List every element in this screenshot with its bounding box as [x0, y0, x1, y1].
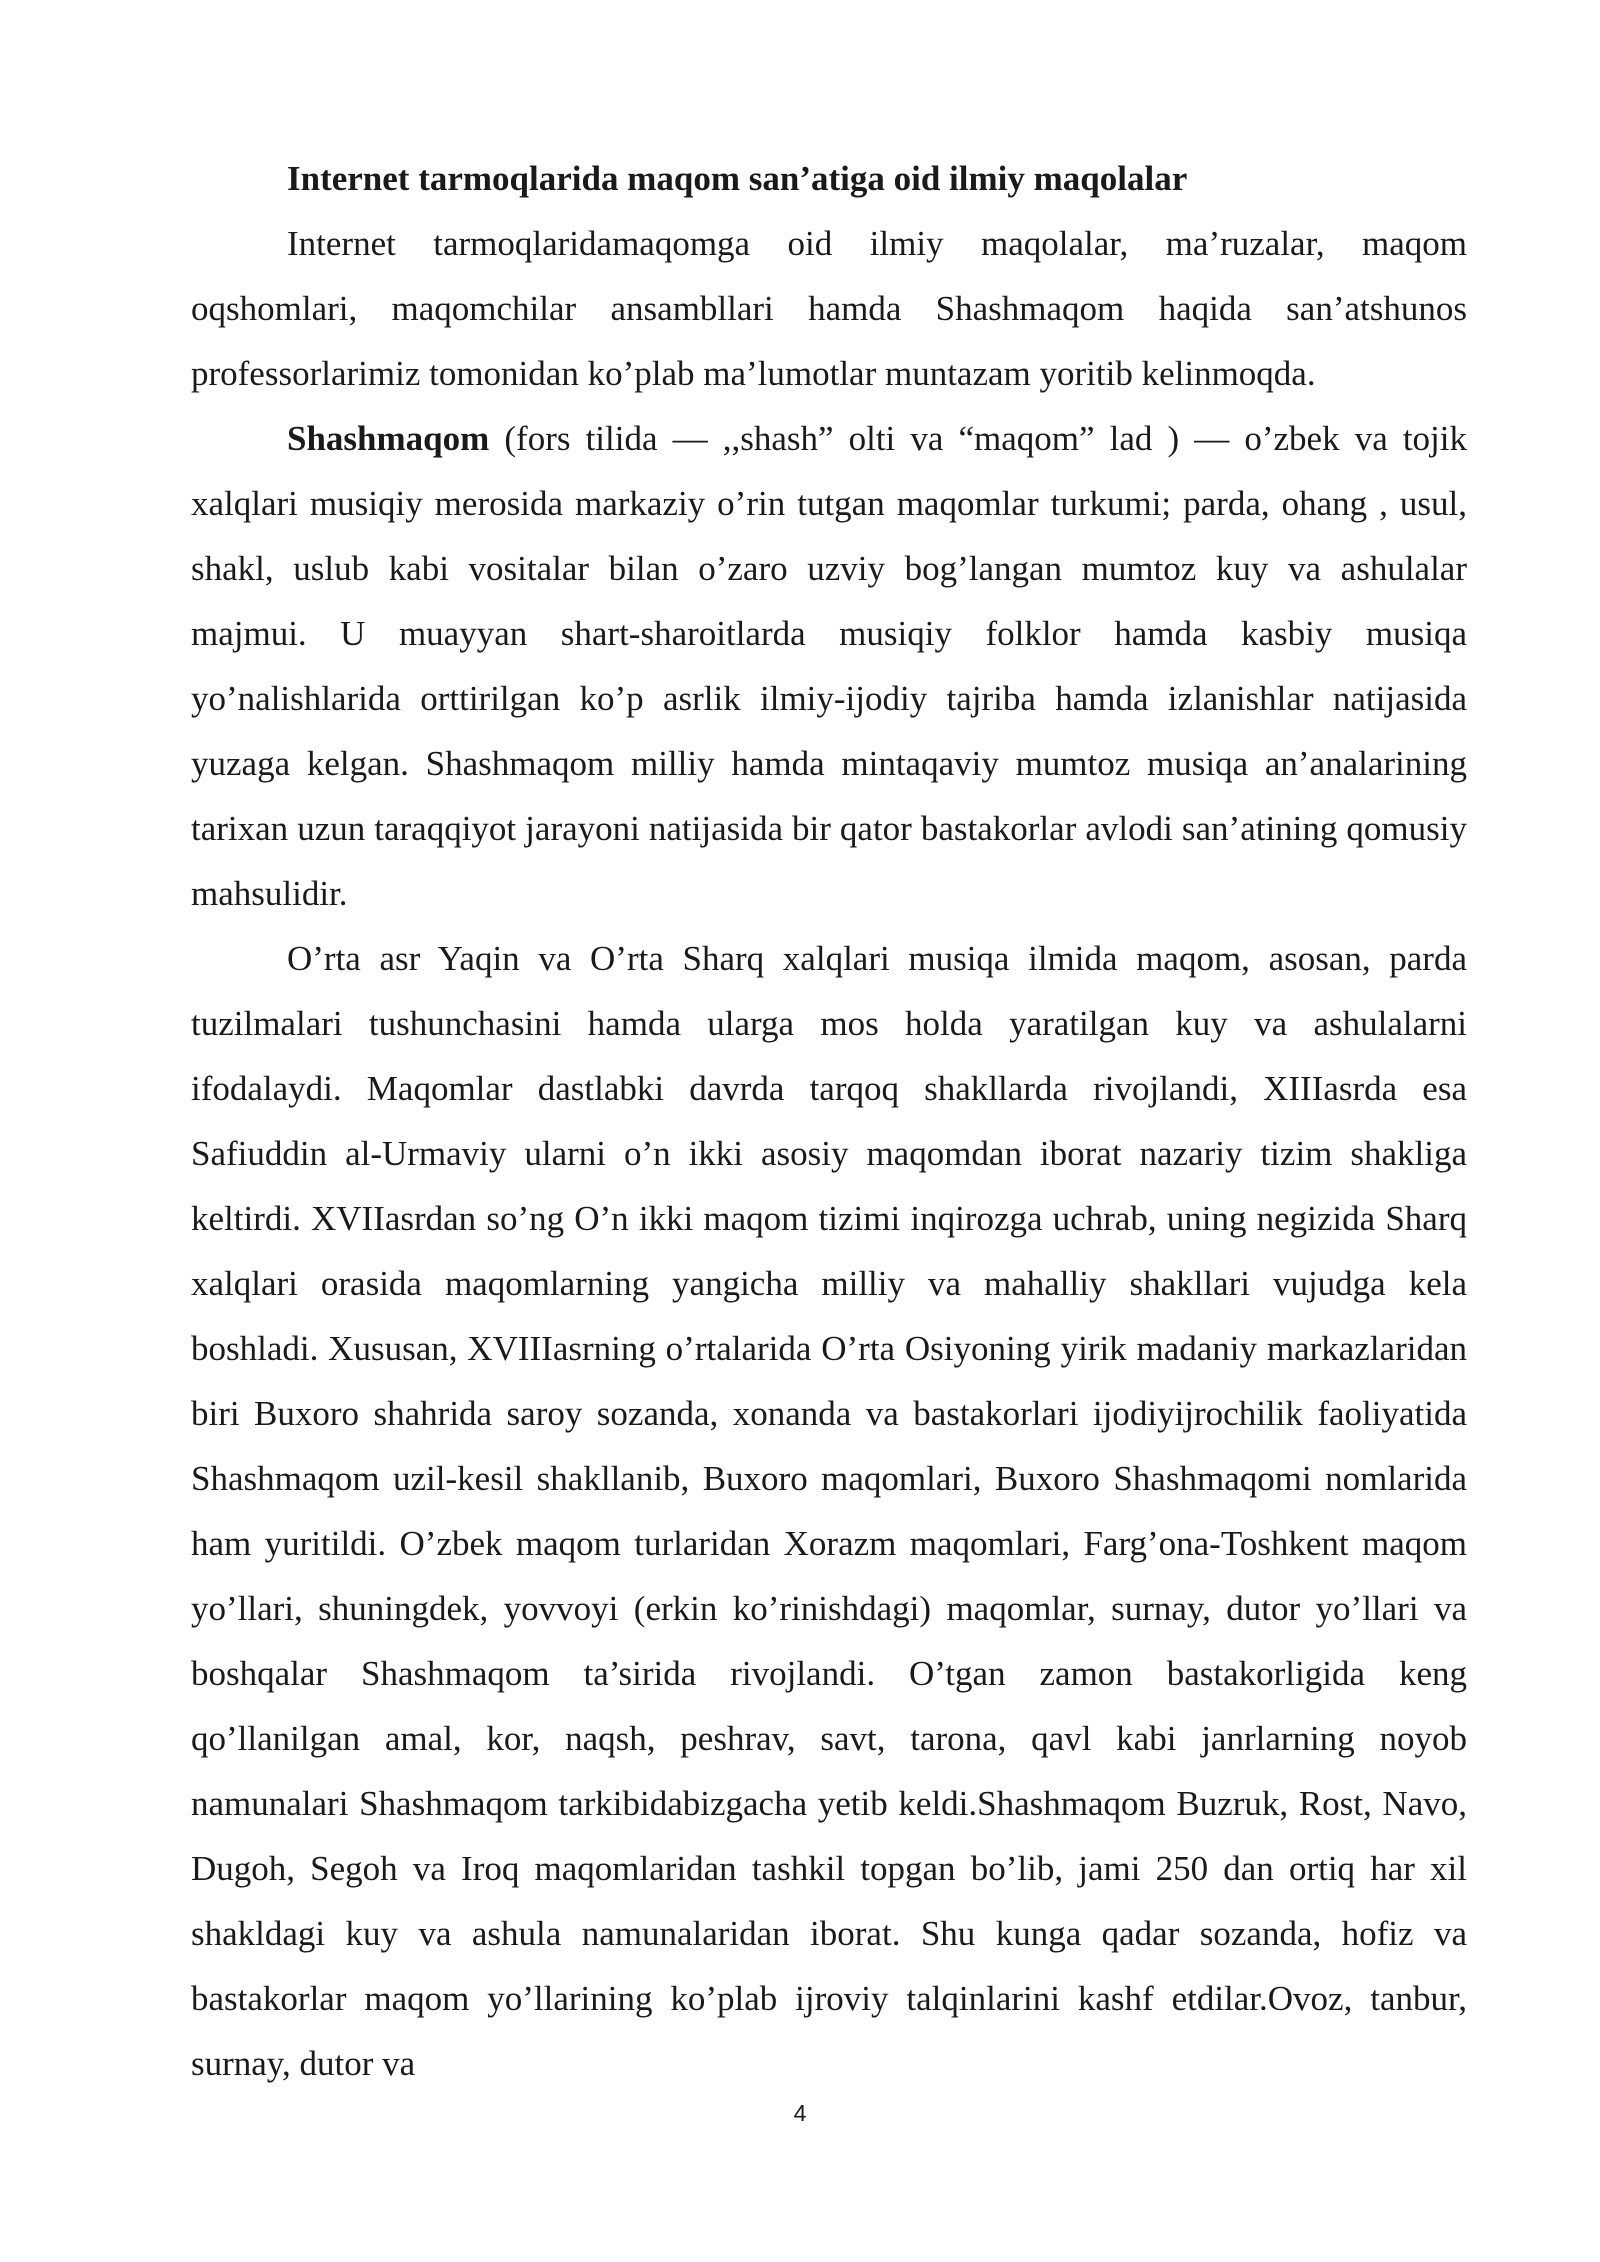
paragraph-history-text: O’rta asr Yaqin va O’rta Sharq xalqlari musiqa ilmida maqom, asosan, parda tuzilmalari tushunchasini hamda ularga mos holda yaratilgan kuy va ashulalarni ifodalaydi. Maqomlar dastlabki davrda tarqoq shakllarda rivojlandi, XIIIasrda esa Safiuddin al-Urmaviy ularni o’n ikki asosiy maqomdan iborat nazariy tizim shakliga keltirdi. XVIIasrdan so’ng O’n ikki maqom tizimi inqirozga uchrab, uning negizida Sharq xalqlari orasida maqomlarning yangicha milliy va mahalliy shakllari vujudga kela boshladi. Xususan, XVIIIasrning o’rtalarida O’rta Osiyoning yirik madaniy markazlaridan biri Buxoro shahrida saroy sozanda, xonanda va bastakorlari ijodiyijrochilik faoliyatida Shashmaqom uzil-kesil shakllanib, Buxoro maqomlari, Buxoro Shashmaqomi nomlarida ham yuritildi. O’zbek maqom turlaridan Xorazm maqomlari, Farg’ona-Toshkent maqom yo’llari, shuningdek, yovvoyi (erkin ko’rinishdagi) maqomlar, surnay, dutor yo’llari va boshqalar Shashmaqom ta’sirida rivojlandi. O’tgan zamon bastakorligida keng qo’llanilgan amal, kor, naqsh, peshrav, savt, tarona, qavl kabi janrlarning noyob namunalari Shashmaqom tarkibidabizgacha yetib keldi.Shashmaqom Buzruk, Rost, Navo, Dugoh, Segoh va Iroq maqomlaridan tashkil topgan bo’lib, jami 250 dan ortiq har xil shakldagi kuy va ashula namunalaridan iborat. Shu kunga qadar sozanda, hofiz va bastakorlar maqom yo’llarining ko’plab ijroviy talqinlarini kashf etdilar.Ovoz, tanbur, surnay, dutor va [191, 939, 1467, 2083]
paragraph-shashmaqom-text: (fors tilida — ,,shash” olti va “maqom” lad ) — o’zbek va tojik xalqlari musiqiy merosida markaziy o’rin tutgan maqomlar turkumi; parda, ohang , usul, shakl, uslub kabi vositalar bilan o’zaro uzviy bog’langan mumtoz kuy va ashulalar majmui. U muayyan shart-sharoitlarda musiqiy folklor hamda kasbiy musiqa yo’nalishlarida orttirilgan ko’p asrlik ilmiy-ijodiy tajriba hamda izlanishlar natijasida yuzaga kelgan. Shashmaqom milliy hamda mintaqaviy mumtoz musiqa an’analarining tarixan uzun taraqqiyot jarayoni natijasida bir qator bastakorlar avlodi san’atining qomusiy mahsulidir. [191, 419, 1467, 913]
paragraph-intro [191, 211, 1467, 406]
document-body [191, 146, 1467, 2096]
paragraph-history [191, 926, 1467, 2096]
paragraph-lead-term: Shashmaqom [287, 419, 490, 458]
section-title: Internet tarmoqlarida maqom san’atiga oid ilmiy maqolalar [287, 159, 1188, 198]
paragraph-shashmaqom [191, 406, 1467, 926]
page-number: 4 [793, 2100, 807, 2126]
paragraph-intro-text: Internet tarmoqlaridamaqomga oid ilmiy maqolalar, ma’ruzalar, maqom oqshomlari, maqomchilar ansambllari hamda Shashmaqom haqida san’atshunos professorlarimiz tomonidan ko’plab ma’lumotlar muntazam yoritib kelinmoqda. [191, 224, 1467, 393]
